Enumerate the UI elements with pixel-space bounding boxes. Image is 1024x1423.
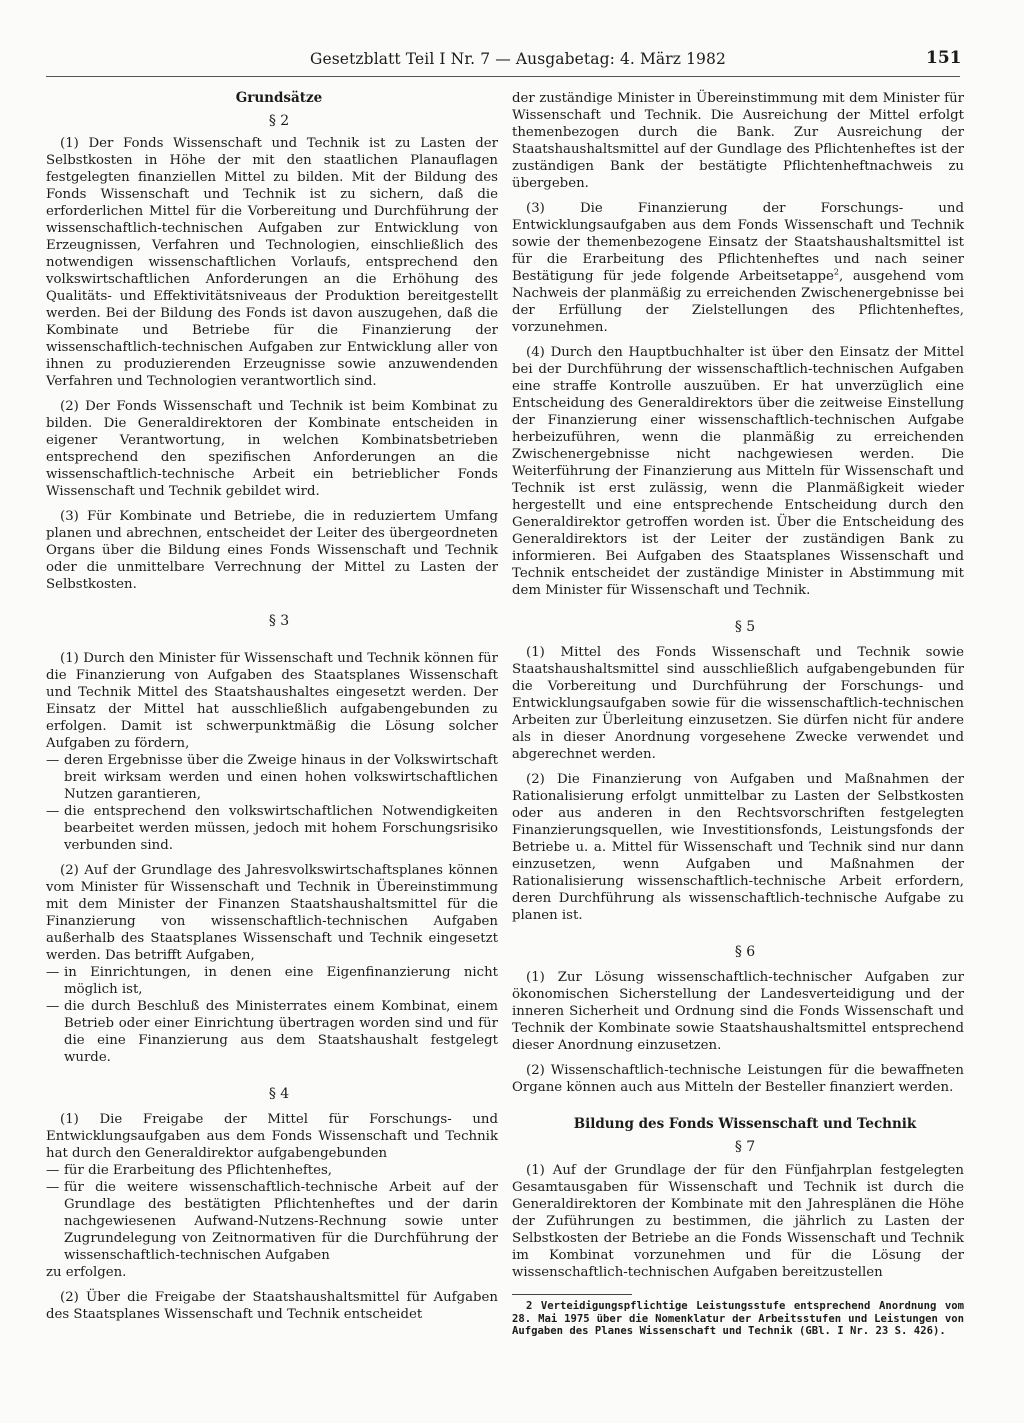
- list-item: [46, 803, 498, 854]
- list-item-text: die entsprechend den volkswirtschaftlichen Notwendigkeiten bearbeitet werden müssen, jedoch mit hohem Forschungsrisiko verbunden sind.: [64, 804, 498, 853]
- section-4-title: § 4: [268, 1086, 290, 1102]
- dash-bullet: —: [46, 804, 60, 819]
- section-6-title: § 6: [734, 944, 756, 960]
- paragraph-s4-3-text-b: , ausgehend vom Nachweis der planmäßig zu erreichenden Zwischenergebnisse bei der Erfüllung der Zielstellungen des Pflichtenheftes, vorzunehmen.: [512, 269, 964, 335]
- list-item: [46, 964, 498, 998]
- list-item-text: für die weitere wissenschaftlich-technische Arbeit auf der Grundlage des bestätigten Pflichtenheftes und der darin nachgewiesenen Aufwand-Nutzens-Rechnung sowie unter Zugrundelegung von Zeitnormativen für die Durchführung der wissenschaftlich-technischen Aufgaben: [64, 1180, 498, 1263]
- page-header: [0, 48, 1024, 74]
- paragraph-s2-1: (1) Der Fonds Wissenschaft und Technik ist zu Lasten der Selbstkosten in Höhe der mit den staatlichen Planauflagen festgelegten finanziellen Mittel zu bilden. Mit der Bildung des Fonds Wissenschaft und Technik ist zu sichern, daß die erforderlichen Mittel für die Vorbereitung und Durchführung der wissenschaftlich-technischen Aufgaben zur Entwicklung von Erzeugnissen, Verfahren und Technologien, einschließlich des notwendigen wissenschaftlichen Vorlaufs, entsprechend den volkswirtschaftlichen Anforderungen an die Erhöhung des Qualitäts- und Effektivitätsniveaus der Produktion bereitgestellt werden. Bei der Bildung des Fonds ist davon auszugehen, daß die Kombinate und Betriebe für die Finanzierung der wissenschaftlich-technischen Aufgaben zur Entwicklung aller von ihnen zu produzierenden Erzeugnisse sowie anzuwendenden Verfahren und Technologien verantwortlich sind.: [46, 136, 498, 389]
- footnote: [512, 1300, 964, 1338]
- page-number: 151: [926, 48, 962, 68]
- paragraph-s4-2-continued: der zuständige Minister in Übereinstimmung mit dem Minister für Wissenschaft und Technik. Die Ausreichung der Mittel erfolgt themenbezogen durch die Bank. Zur Ausreichung der Staatshaushaltsmittel auf der Gundlage des Pflichtenheftes ist der zuständigen Bank der bestätigte Pflichtenheftnachweis zu übergeben.: [512, 91, 964, 191]
- paragraph-s5-2: (2) Die Finanzierung von Aufgaben und Maßnahmen der Rationalisierung erfolgt unmittelbar zu Lasten der Selbstkosten oder aus anderen in den Rechtsvorschriften festgelegten Finanzierungsquellen, wie Investitionsfonds, Leistungsfonds der Betriebe u. a. Mittel für Wissenschaft und Technik sind nur dann einzusetzen, wenn Aufgaben und Maßnahmen der Rationalisierung wissenschaftlich-technische Arbeit erfordern, deren Durchführung als wissenschaftlich-technische Aufgabe zu planen ist.: [512, 772, 964, 923]
- left-column: [46, 90, 498, 1323]
- paragraph-s2-2: (2) Der Fonds Wissenschaft und Technik ist beim Kombinat zu bilden. Die Generaldirektoren der Kombinate entscheiden in eigener Verantwortung, in welchen Kombinatsbetrieben entsprechend den spezifischen Anforderungen an die wissenschaftlich-technische Arbeit ein betrieblicher Fonds Wissenschaft und Technik gebildet wird.: [46, 399, 498, 499]
- list-item-text: in Einrichtungen, in denen eine Eigenfinanzierung nicht möglich ist,: [64, 965, 498, 997]
- section-3-title: § 3: [268, 613, 290, 629]
- paragraph-s6-1: (1) Zur Lösung wissenschaftlich-technischer Aufgaben zur ökonomischen Sicherstellung der Landesverteidigung und der inneren Sicherheit und Ordnung sind die Fonds Wissenschaft und Technik der Kombinate sowie Staatshaushaltsmittel entsprechend dieser Anordnung einzusetzen.: [512, 970, 964, 1053]
- paragraph-s3-2: (2) Auf der Grundlage des Jahresvolkswirtschaftsplanes können vom Minister für Wissenschaft und Technik in Übereinstimmung mit dem Minister der Finanzen Staatshaushaltsmittel für die Finanzierung von wissenschaftlich-technischen Aufgaben außerhalb des Staatsplanes Wissenschaft und Technik eingesetzt werden. Das betrifft Aufgaben,: [46, 863, 498, 963]
- dash-bullet: —: [46, 999, 60, 1014]
- heading-bildung: Bildung des Fonds Wissenschaft und Technik: [573, 1116, 917, 1132]
- list-item: [46, 1179, 498, 1264]
- header-title: Gesetzblatt Teil I Nr. 7 — Ausgabetag: 4. März 1982: [310, 50, 726, 68]
- paragraph-s7-1: (1) Auf der Grundlage der für den Fünfjahrplan festgelegten Gesamtausgaben für Wissenschaft und Technik ist durch die Generaldirektoren der Kombinate mit den Jahresplänen die Höhe der Zuführungen zu bestimmen, die jährlich zu Lasten der Selbstkosten der Betriebe an die Fonds Wissenschaft und Technik im Kombinat vorzunehmen und für die Lösung der wissenschaftlich-technischen Aufgaben bereitzustellen: [512, 1163, 964, 1280]
- paragraph-s6-2: (2) Wissenschaftlich-technische Leistungen für die bewaffneten Organe können auch aus Mitteln der Besteller finanziert werden.: [512, 1063, 964, 1095]
- paragraph-s4-3-text-a: (3) Die Finanzierung der Forschungs- und Entwicklungsaufgaben aus dem Fonds Wissenschaft und Technik sowie der themenbezogene Einsatz der Staatshaushaltsmittel ist für die Erarbeitung des Pflichtenheftes und nach seiner Bestätigung für jede folgende Arbeitsetappe: [512, 201, 964, 284]
- right-column: [512, 90, 964, 1281]
- dash-bullet: —: [46, 1180, 60, 1195]
- list-item-text: die durch Beschluß des Ministerrates einem Kombinat, einem Betrieb oder einer Einrichtung übertragen worden sind und für die eine Finanzierung aus dem Staatshaushalt festgelegt wurde.: [64, 999, 498, 1065]
- section-5-title: § 5: [734, 619, 756, 635]
- paragraph-s4-2: (2) Über die Freigabe der Staatshaushaltsmittel für Aufgaben des Staatsplanes Wissenschaft und Technik entscheidet: [46, 1290, 498, 1322]
- section-7-title: § 7: [734, 1139, 756, 1155]
- heading-grundsaetze: Grundsätze: [235, 90, 323, 106]
- list-item: [46, 752, 498, 803]
- list-item: [46, 998, 498, 1066]
- paragraph-s4-3: [512, 200, 964, 336]
- paragraph-s4-tail: zu erfolgen.: [46, 1265, 127, 1280]
- footnote-rule: [512, 1294, 632, 1295]
- paragraph-s5-1: (1) Mittel des Fonds Wissenschaft und Technik sowie Staatshaushaltsmittel sind ausschließlich aufgabengebunden für die Vorbereitung und Durchführung der Forschungs- und Entwicklungsaufgaben sowie für die wissenschaftlich-technischen Arbeiten zur Überleitung einzusetzen. Sie dürfen nicht für andere als in dieser Anordnung vorgesehene Zwecke verwendet und abgerechnet werden.: [512, 645, 964, 762]
- dash-bullet: —: [46, 1163, 60, 1178]
- footnote-ref: 2: [833, 267, 839, 277]
- paragraph-s4-4: (4) Durch den Hauptbuchhalter ist über den Einsatz der Mittel bei der Durchführung der wissenschaftlich-technischen Aufgaben eine straffe Kontrolle auszuüben. Er hat unverzüglich eine Entscheidung des Generaldirektors über die zeitweise Einstellung der Finanzierung einer wissenschaftlich-technischen Aufgabe herbeizuführen, wenn die planmäßig zu erreichenden Zwischenergebnisse nicht nachgewiesen werden. Die Weiterführung der Finanzierung aus Mitteln für Wissenschaft und Technik ist erst zulässig, wenn die Planmäßigkeit wieder hergestellt und eine entsprechende Entscheidung durch den Generaldirektor getroffen worden ist. Über die Entscheidung des Generaldirektors ist der Leiter der zuständigen Bank zu informieren. Bei Aufgaben des Staatsplanes Wissenschaft und Technik entscheidet der zuständige Minister in Abstimmung mit dem Minister für Wissenschaft und Technik.: [512, 345, 964, 598]
- dash-bullet: —: [46, 965, 60, 980]
- list-item-text: für die Erarbeitung des Pflichtenheftes,: [64, 1163, 333, 1178]
- list-item-text: deren Ergebnisse über die Zweige hinaus in der Volkswirtschaft breit wirksam werden und einen hohen volkswirtschaftlichen Nutzen garantieren,: [64, 753, 498, 802]
- dash-bullet: —: [46, 753, 60, 768]
- paragraph-s4-1: (1) Die Freigabe der Mittel für Forschungs- und Entwicklungsaufgaben aus dem Fonds Wissenschaft und Technik hat durch den Generaldirektor aufgabengebunden: [46, 1112, 498, 1161]
- paragraph-s3-1: (1) Durch den Minister für Wissenschaft und Technik können für die Finanzierung von Aufgaben des Staatsplanes Wissenschaft und Technik Mittel des Staatshaushaltes eingesetzt werden. Der Einsatz der Mittel hat ausschließlich aufgabengebunden zu erfolgen. Damit ist schwerpunktmäßig die Lösung solcher Aufgaben zu fördern,: [46, 651, 498, 751]
- paragraph-s2-3: (3) Für Kombinate und Betriebe, die in reduziertem Umfang planen und abrechnen, entscheidet der Leiter des übergeordneten Organs über die Bildung eines Fonds Wissenschaft und Technik oder die unmittelbare Verrechnung der Mittel zu Lasten der Selbstkosten.: [46, 509, 498, 592]
- section-2-title: § 2: [268, 113, 290, 129]
- footnote-text: 2 Verteidigungspflichtige Leistungsstufe entsprechend Anordnung vom 28. Mai 1975 über die Nomenklatur der Arbeitsstufen und Leistungen von Aufgaben des Planes Wissenschaft und Technik (GBl. I Nr. 23 S. 426).: [512, 1300, 964, 1337]
- list-item: [46, 1162, 498, 1179]
- header-rule: [46, 76, 960, 77]
